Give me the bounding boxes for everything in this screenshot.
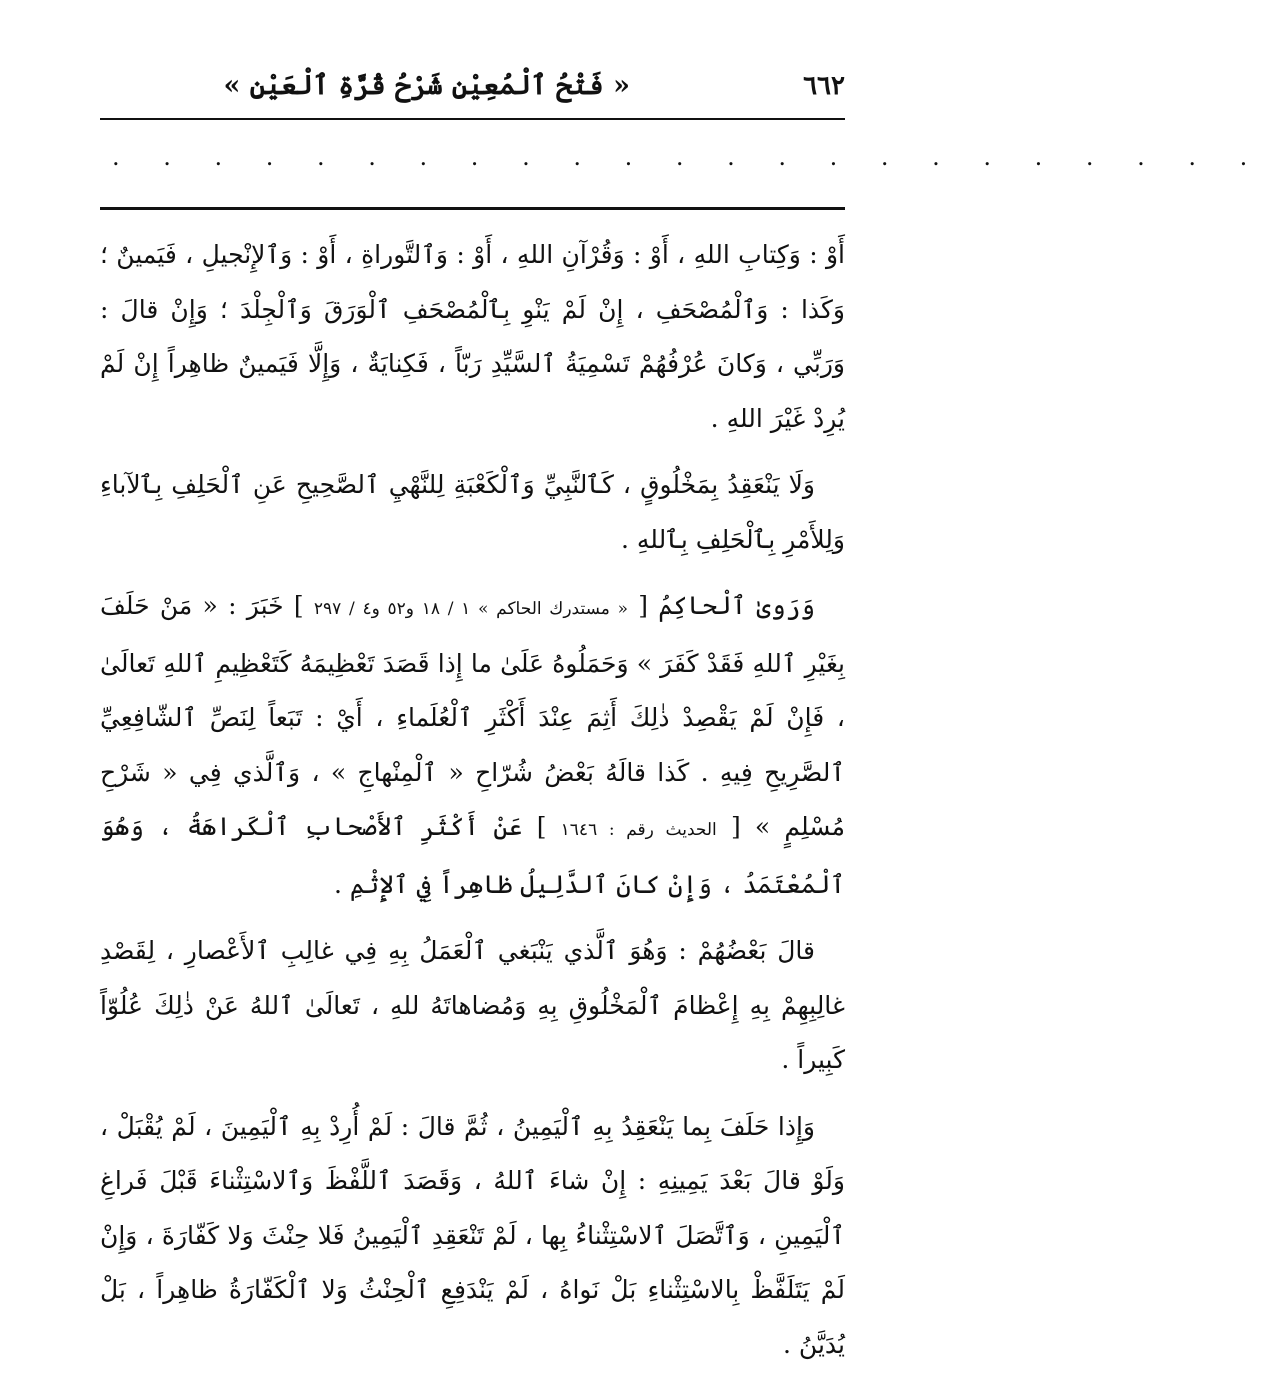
section-divider (100, 207, 845, 210)
paragraph-5: وَإِذا حَلَفَ بِما يَنْعَقِدُ بِهِ ٱلْيَمِينُ ، ثُمَّ قالَ : لَمْ أُرِدْ بِهِ ٱلْيَمِينَ ، لَمْ يُقْبَلْ ، وَلَوْ قالَ بَعْدَ يَمِينِهِ : إِنْ شاءَ ٱللهُ ، وَقَصَدَ ٱللَّفْظَ وَٱلاسْتِثْناءَ قَبْلَ فَراغِ ٱلْيَمِينِ ، وَٱتَّصَلَ ٱلاسْتِثْناءُ بِها ، لَمْ تَنْعَقِدِ ٱلْيَمِينُ فَلا حِنْثَ وَلا كَفّارَةَ ، وَإِنْ لَمْ يَتَلَفَّظْ بِالاسْتِثْناءِ بَلْ نَواهُ ، لَمْ يَنْدَفِعِ ٱلْحِنْثُ وَلا ٱلْكَفّارَةُ ظاهِراً ، بَلْ يُدَيَّنُ . (100, 1111, 845, 1359)
paragraph-3 (100, 579, 845, 912)
paragraph-3-text-a: وَرَوىٰ ٱلْحاكِمُ [ (627, 591, 815, 620)
citation-mustadrak: « مستدرك الحاكم » ١ / ١٨ و٥٢ و٤ / ٢٩٧ (313, 599, 628, 619)
header-divider (100, 118, 845, 120)
citation-hadith-number: الحديث رقم : ١٦٤٦ (560, 820, 717, 840)
page-number: ٦٦٢ (803, 71, 845, 101)
running-title: « فَتْحُ ٱلْمُعِيْنِ شَرْحُ قُرَّةِ ٱلْعَيْنِ » (223, 70, 630, 101)
ellipsis-row: . . . . . . . . . . . . . . . . . . . . . . . (112, 143, 1265, 171)
paragraph-3-text-c: ] عَنْ أَكْثَرِ ٱلأَصْحابِ ٱلْكَراهَةُ ، وَهُوَ ٱلْمُعْتَمَدُ ، وَإِنْ كانَ ٱلدَّلِيلُ ظاهِراً فِي ٱلإِثْمِ . (100, 812, 845, 899)
main-text (100, 228, 845, 1384)
paragraph-4: قالَ بَعْضُهُمْ : وَهُوَ ٱلَّذي يَنْبَغي ٱلْعَمَلُ بِهِ فِي غالِبِ ٱلأَعْصارِ ، لِقَصْدِ غالِبِهِمْ بِهِ إِعْظامَ ٱلْمَخْلُوقِ بِهِ وَمُضاهاتَهُ للهِ ، تَعالَىٰ ٱللهُ عَنْ ذٰلِكَ عُلُوّاً كَبِيراً . (100, 936, 845, 1074)
paragraph-3-text-b: ] خَبَرَ : « مَنْ حَلَفَ بِغَيْرِ ٱللهِ فَقَدْ كَفَرَ » وَحَمَلُوهُ عَلَىٰ ما إِذا قَصَدَ تَعْظِيمَهُ كَتَعْظِيمِ ٱللهِ تَعالَىٰ ، فَإِنْ لَمْ يَقْصِدْ ذٰلِكَ أَثِمَ عِنْدَ أَكْثَرِ ٱلْعُلَماءِ ، أَيْ : تَبَعاً لِنَصِّ ٱلشّافِعِيِّ ٱلصَّرِيحِ فِيهِ . كَذا قالَهُ بَعْضُ شُرّاحِ « ٱلْمِنْهاجِ » ، وَٱلَّذي فِي « شَرْحِ مُسْلِمٍ » [ (100, 591, 845, 841)
paragraph-2: وَلَا يَنْعَقِدُ بِمَخْلُوقٍ ، كَٱلنَّبِيِّ وَٱلْكَعْبَةِ لِلنَّهْيِ ٱلصَّحِيحِ عَنِ ٱلْحَلِفِ بِٱلآباءِ وَلِلأَمْرِ بِٱلْحَلِفِ بِٱللهِ . (100, 470, 845, 554)
paragraph-1: أَوْ : وَكِتابِ اللهِ ، أَوْ : وَقُرْآنِ اللهِ ، أَوْ : وَٱلتَّوراةِ ، أَوْ : وَٱلإِنْجيلِ ، فَيَمينٌ ؛ وَكَذا : وَٱلْمُصْحَفِ ، إِنْ لَمْ يَنْوِ بِٱلْمُصْحَفِ ٱلْوَرَقَ وَٱلْجِلْدَ ؛ وَإِنْ قالَ : وَرَبِّي ، وَكانَ عُرْفُهُمْ تَسْمِيَةُ ٱلسَّيِّدِ رَبّاً ، فَكِنايَةٌ ، وَإِلَّا فَيَمينٌ ظاهِراً إِنْ لَمْ يُرِدْ غَيْرَ اللهِ . (100, 240, 845, 433)
page-header (100, 66, 845, 110)
